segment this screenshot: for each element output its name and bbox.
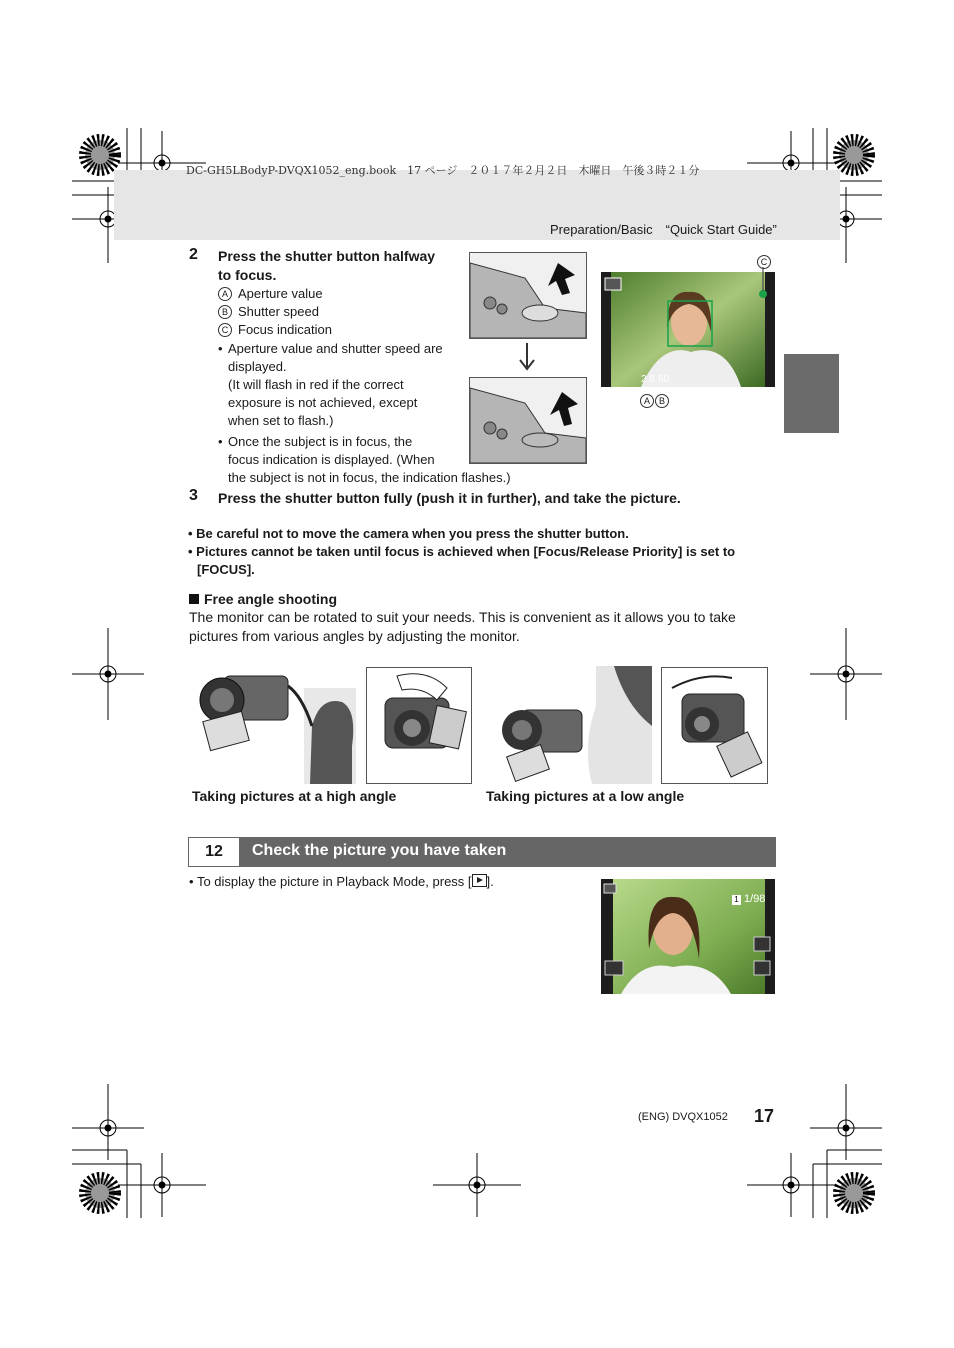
note-2-cont: [FOCUS].	[197, 562, 255, 577]
callout-c: C	[757, 255, 771, 269]
step-2-legend	[218, 285, 332, 339]
step-2-bullet-2: • Once the subject is in focus, the focus indication is displayed. (When the subject is not in focus, the indication flashes.)	[218, 434, 511, 485]
step-2-title: Press the shutter button halfway to focus.	[218, 248, 436, 283]
camera-monitor-tilt-down	[662, 668, 767, 783]
camera-monitor-tilt-up	[367, 668, 471, 783]
notes	[188, 525, 788, 579]
callout-b: B	[655, 394, 669, 408]
lcd-playback-screen	[601, 879, 775, 994]
section-title: Check the picture you have taken	[252, 842, 507, 859]
note-2: • Pictures cannot be taken until focus is achieved when [Focus/Release Priority] is set to	[188, 544, 736, 559]
lcd-focus-screen	[601, 272, 775, 387]
page-number: 17	[754, 1106, 775, 1126]
high-angle-illustration	[192, 666, 358, 784]
free-angle-heading: Free angle shooting	[189, 590, 337, 609]
low-angle-illustration	[496, 666, 652, 784]
note-1: • Be careful not to move the camera when you press the shutter button.	[188, 526, 629, 541]
down-arrow-icon	[517, 343, 537, 371]
print-info-line: DC-GH5LBodyP-DVQX1052_eng.book 17 ページ ２０１７年２月２日 木曜日 午後３時２１分	[186, 164, 700, 177]
playback-instruction: • To display the picture in Playback Mode, press [ ].	[189, 874, 494, 889]
caption-high-angle: Taking pictures at a high angle	[192, 788, 397, 804]
card-slot-badge: 1	[732, 895, 741, 905]
section-number: 12	[189, 838, 239, 866]
model-code: (ENG) DVQX1052	[638, 1111, 728, 1123]
legend-item-aperture: A Aperture value	[218, 285, 332, 303]
shutter-full-press-illustration	[469, 377, 587, 464]
chapter-tab	[784, 354, 839, 433]
callout-c-leader	[760, 267, 768, 295]
low-angle-closeup-illustration	[661, 667, 768, 784]
step-2-number: 2	[189, 246, 198, 263]
callout-a: A	[640, 394, 654, 408]
step-2-bullet-1: • Aperture value and shutter speed are displayed. (It will flash in red if the correct exposure is not achieved, except when set to flash.)	[218, 341, 443, 428]
square-bullet-icon	[189, 594, 199, 604]
running-head: Preparation/Basic “Quick Start Guide”	[550, 222, 777, 237]
lcd-aperture-value: 2.8	[641, 374, 655, 385]
image-counter: 1/98	[744, 893, 766, 905]
step-3-number: 3	[189, 487, 198, 504]
legend-item-focus: C Focus indication	[218, 321, 332, 339]
camera-top-half-press	[470, 253, 586, 338]
legend-item-shutter: B Shutter speed	[218, 303, 332, 321]
camera-top-full-press	[470, 378, 586, 463]
shutter-half-press-illustration	[469, 252, 587, 339]
lcd-shutter-value: 60	[658, 374, 670, 385]
free-angle-body: The monitor can be rotated to suit your needs. This is convenient as it allows you to take pictures from various angles by adjusting the monitor.	[189, 609, 736, 644]
lcd-photo-woman	[601, 272, 775, 387]
step-3-title: Press the shutter button fully (push it in further), and take the picture.	[218, 490, 681, 506]
high-angle-closeup-illustration	[366, 667, 472, 784]
caption-low-angle: Taking pictures at a low angle	[486, 788, 685, 804]
playback-button-icon	[472, 874, 487, 887]
